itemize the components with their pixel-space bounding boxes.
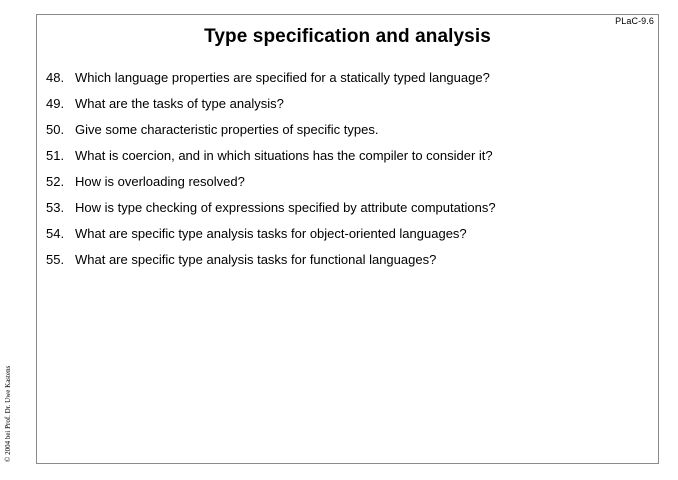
question-number: 49. <box>46 95 65 111</box>
question-text: What are the tasks of type analysis? <box>75 95 284 111</box>
question-item <box>46 90 496 116</box>
question-number: 52. <box>46 173 65 189</box>
question-text: How is type checking of expressions specified by attribute computations? <box>75 199 496 215</box>
slide-id: PLaC-9.6 <box>615 16 654 26</box>
slide-title: Type specification and analysis <box>204 26 491 47</box>
question-list <box>46 64 496 272</box>
question-number: 53. <box>46 199 65 215</box>
question-number: 54. <box>46 225 65 241</box>
question-number: 50. <box>46 121 65 137</box>
question-item <box>46 116 496 142</box>
question-item <box>46 194 496 220</box>
question-number: 48. <box>46 69 65 85</box>
question-text: What are specific type analysis tasks for object-oriented languages? <box>75 225 467 241</box>
question-text: Which language properties are specified for a statically typed language? <box>75 69 490 85</box>
question-item <box>46 168 496 194</box>
question-item <box>46 64 496 90</box>
question-item <box>46 142 496 168</box>
question-text: Give some characteristic properties of specific types. <box>75 121 379 137</box>
question-item <box>46 246 496 272</box>
copyright-notice: © 2004 bei Prof. Dr. Uwe Kastens <box>4 365 12 462</box>
question-text: What is coercion, and in which situations has the compiler to consider it? <box>75 147 493 163</box>
question-item <box>46 220 496 246</box>
question-text: How is overloading resolved? <box>75 173 245 189</box>
question-number: 51. <box>46 147 65 163</box>
question-text: What are specific type analysis tasks for functional languages? <box>75 251 437 267</box>
question-number: 55. <box>46 251 65 267</box>
